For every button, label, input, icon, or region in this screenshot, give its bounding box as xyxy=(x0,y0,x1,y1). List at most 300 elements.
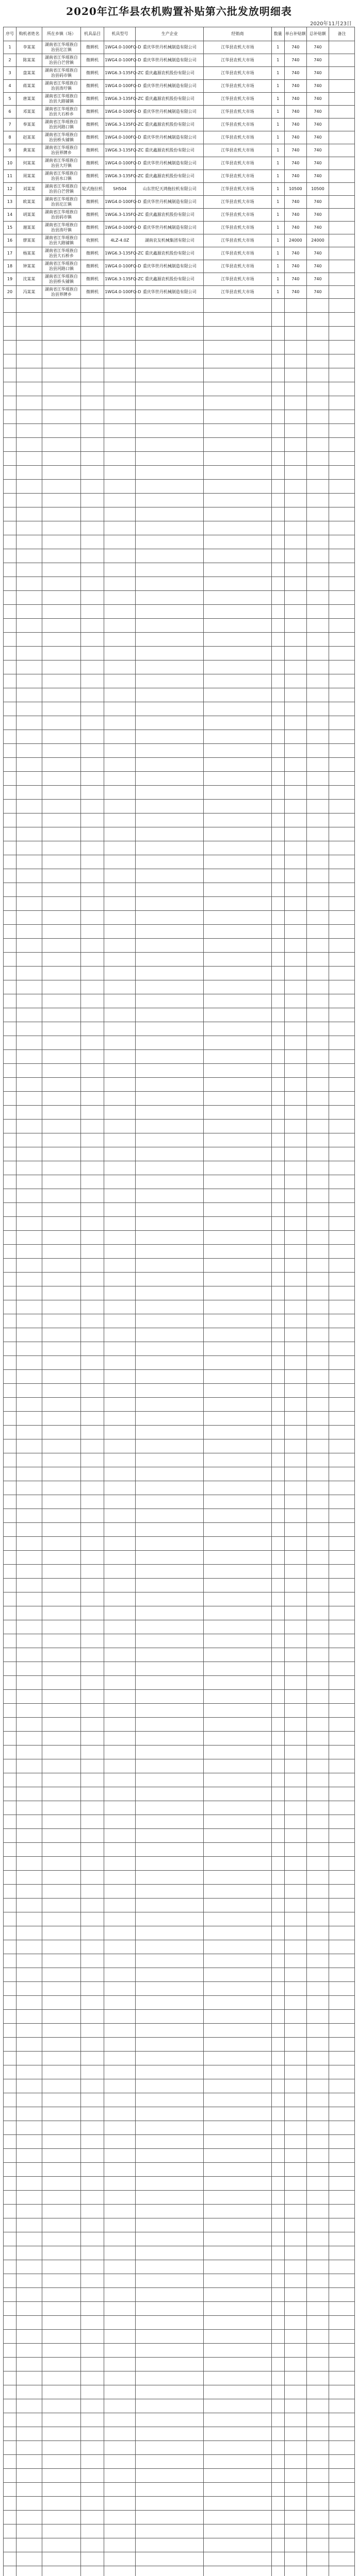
empty-cell xyxy=(329,2274,355,2288)
empty-cell xyxy=(42,2205,80,2218)
empty-cell xyxy=(329,827,355,841)
cell-unit-subsidy: 740 xyxy=(284,196,306,209)
cell-model: 1WG4.0-100FQ-D xyxy=(104,286,136,299)
empty-cell xyxy=(80,1300,104,1314)
table-row-empty xyxy=(4,1245,355,1259)
empty-cell xyxy=(42,410,80,424)
empty-cell xyxy=(104,1078,136,1092)
empty-cell xyxy=(104,1787,136,1801)
empty-cell xyxy=(16,716,42,730)
empty-cell xyxy=(136,1829,204,1843)
empty-cell xyxy=(136,2149,204,2163)
empty-cell xyxy=(284,2441,306,2455)
empty-cell xyxy=(271,2107,284,2121)
empty-cell xyxy=(4,2149,17,2163)
table-row xyxy=(4,144,355,157)
empty-cell xyxy=(306,633,329,647)
cell-note xyxy=(329,144,355,157)
empty-cell xyxy=(136,2524,204,2538)
empty-cell xyxy=(80,619,104,633)
cell-dealer: 江华县农机大市场 xyxy=(204,157,272,170)
cell-note xyxy=(329,54,355,67)
empty-cell xyxy=(4,1829,17,1843)
empty-cell xyxy=(80,814,104,827)
cell-unit-subsidy: 740 xyxy=(284,93,306,106)
empty-cell xyxy=(204,1676,272,1690)
empty-cell xyxy=(104,786,136,800)
empty-cell xyxy=(329,1328,355,1342)
empty-cell xyxy=(284,716,306,730)
empty-cell xyxy=(104,2538,136,2552)
cell-note xyxy=(329,157,355,170)
empty-cell xyxy=(4,2483,17,2497)
empty-cell xyxy=(136,2358,204,2371)
empty-cell xyxy=(80,2274,104,2288)
empty-cell xyxy=(204,2330,272,2344)
empty-cell xyxy=(306,577,329,591)
empty-cell xyxy=(104,2163,136,2177)
cell-index: 10 xyxy=(4,157,17,170)
empty-cell xyxy=(271,1384,284,1398)
empty-cell xyxy=(104,744,136,758)
empty-cell xyxy=(271,2093,284,2107)
empty-cell xyxy=(204,1815,272,1829)
empty-cell xyxy=(271,1426,284,1439)
empty-cell xyxy=(104,1885,136,1899)
empty-cell xyxy=(80,2469,104,2483)
empty-cell xyxy=(16,2079,42,2093)
empty-cell xyxy=(136,2455,204,2469)
empty-cell xyxy=(204,1203,272,1217)
cell-unit-subsidy: 740 xyxy=(284,80,306,93)
empty-cell xyxy=(104,2524,136,2538)
empty-cell xyxy=(329,1662,355,1676)
empty-cell xyxy=(284,1718,306,1732)
empty-cell xyxy=(4,521,17,535)
empty-cell xyxy=(104,1050,136,1064)
empty-cell xyxy=(16,605,42,619)
empty-cell xyxy=(104,1120,136,1133)
empty-cell xyxy=(329,1342,355,1356)
empty-cell xyxy=(306,716,329,730)
empty-cell xyxy=(42,841,80,855)
empty-cell xyxy=(16,814,42,827)
empty-cell xyxy=(136,1147,204,1161)
table-row-empty xyxy=(4,925,355,939)
table-row-empty xyxy=(4,1829,355,1843)
empty-cell xyxy=(204,1620,272,1634)
empty-cell xyxy=(104,1926,136,1940)
cell-unit-subsidy: 740 xyxy=(284,170,306,183)
empty-cell xyxy=(4,1579,17,1592)
empty-cell xyxy=(16,1161,42,1175)
empty-cell xyxy=(284,814,306,827)
empty-cell xyxy=(80,2107,104,2121)
empty-cell xyxy=(271,2232,284,2246)
empty-cell xyxy=(306,1982,329,1996)
empty-cell xyxy=(104,1718,136,1732)
empty-cell xyxy=(204,1704,272,1718)
cell-total-subsidy: 740 xyxy=(306,222,329,234)
empty-cell xyxy=(42,2524,80,2538)
empty-cell xyxy=(204,758,272,772)
empty-cell xyxy=(104,1606,136,1620)
empty-cell xyxy=(306,1314,329,1328)
empty-cell xyxy=(16,1050,42,1064)
empty-cell xyxy=(136,480,204,494)
empty-cell xyxy=(104,2552,136,2566)
table-row-empty xyxy=(4,1579,355,1592)
empty-cell xyxy=(104,2079,136,2093)
empty-cell xyxy=(284,549,306,563)
empty-cell xyxy=(104,2274,136,2288)
empty-cell xyxy=(329,1078,355,1092)
empty-cell xyxy=(42,424,80,438)
empty-cell xyxy=(204,1064,272,1078)
empty-cell xyxy=(329,2524,355,2538)
empty-cell xyxy=(329,452,355,466)
empty-cell xyxy=(136,396,204,410)
empty-cell xyxy=(306,341,329,354)
empty-cell xyxy=(136,1259,204,1273)
empty-cell xyxy=(329,1439,355,1453)
empty-cell xyxy=(136,1412,204,1426)
empty-cell xyxy=(4,1203,17,1217)
empty-cell xyxy=(42,2260,80,2274)
cell-note xyxy=(329,106,355,118)
empty-cell xyxy=(136,758,204,772)
empty-cell xyxy=(4,1036,17,1050)
empty-cell xyxy=(4,786,17,800)
cell-quantity: 1 xyxy=(271,157,284,170)
empty-cell xyxy=(16,494,42,507)
empty-cell xyxy=(271,327,284,341)
empty-cell xyxy=(329,1300,355,1314)
cell-quantity: 1 xyxy=(271,260,284,273)
empty-cell xyxy=(329,1384,355,1398)
cell-buyer: 何某某 xyxy=(16,157,42,170)
table-row-empty xyxy=(4,1690,355,1704)
empty-cell xyxy=(42,1481,80,1495)
empty-cell xyxy=(80,1954,104,1968)
empty-cell xyxy=(271,1551,284,1565)
empty-cell xyxy=(42,1551,80,1565)
empty-cell xyxy=(16,1537,42,1551)
empty-cell xyxy=(4,1495,17,1509)
empty-cell xyxy=(104,1314,136,1328)
empty-cell xyxy=(42,2538,80,2552)
table-row-empty xyxy=(4,1551,355,1565)
empty-cell xyxy=(284,1120,306,1133)
empty-cell xyxy=(80,883,104,897)
empty-cell xyxy=(80,2205,104,2218)
empty-cell xyxy=(204,1481,272,1495)
empty-cell xyxy=(204,814,272,827)
empty-cell xyxy=(329,1120,355,1133)
table-row-empty xyxy=(4,1300,355,1314)
empty-cell xyxy=(284,1467,306,1481)
empty-cell xyxy=(306,2511,329,2524)
empty-cell xyxy=(136,1732,204,1745)
table-row-empty xyxy=(4,1120,355,1133)
empty-cell xyxy=(306,494,329,507)
table-row-empty xyxy=(4,507,355,521)
empty-cell xyxy=(80,2163,104,2177)
cell-quantity: 1 xyxy=(271,54,284,67)
empty-cell xyxy=(306,786,329,800)
empty-cell xyxy=(80,2441,104,2455)
empty-cell xyxy=(16,1467,42,1481)
empty-cell xyxy=(136,1606,204,1620)
empty-cell xyxy=(284,994,306,1008)
table-row-empty xyxy=(4,1940,355,1954)
empty-cell xyxy=(204,1217,272,1231)
empty-cell xyxy=(16,1175,42,1189)
empty-cell xyxy=(4,994,17,1008)
empty-cell xyxy=(284,1439,306,1453)
empty-cell xyxy=(204,1871,272,1885)
empty-cell xyxy=(284,744,306,758)
empty-cell xyxy=(271,341,284,354)
table-row xyxy=(4,131,355,144)
empty-cell xyxy=(16,1203,42,1217)
empty-cell xyxy=(204,2524,272,2538)
empty-cell xyxy=(16,1356,42,1370)
empty-cell xyxy=(306,396,329,410)
empty-cell xyxy=(80,953,104,967)
empty-cell xyxy=(4,2121,17,2135)
empty-cell xyxy=(271,354,284,368)
cell-category: 收割机 xyxy=(80,234,104,247)
empty-cell xyxy=(16,883,42,897)
empty-cell xyxy=(104,354,136,368)
empty-cell xyxy=(136,535,204,549)
cell-index: 11 xyxy=(4,170,17,183)
empty-cell xyxy=(4,2052,17,2065)
empty-cell xyxy=(306,2385,329,2399)
empty-cell xyxy=(204,2079,272,2093)
empty-cell xyxy=(306,438,329,452)
empty-cell xyxy=(271,1245,284,1259)
empty-cell xyxy=(16,2566,42,2576)
empty-cell xyxy=(329,1050,355,1064)
empty-cell xyxy=(16,619,42,633)
empty-cell xyxy=(271,1704,284,1718)
empty-cell xyxy=(271,1843,284,1857)
empty-cell xyxy=(204,1982,272,1996)
empty-cell xyxy=(284,1161,306,1175)
empty-cell xyxy=(284,1857,306,1871)
empty-cell xyxy=(136,1481,204,1495)
empty-cell xyxy=(42,2566,80,2576)
empty-cell xyxy=(42,2079,80,2093)
empty-cell xyxy=(329,1273,355,1286)
empty-cell xyxy=(204,1161,272,1175)
empty-cell xyxy=(4,2427,17,2441)
cell-dealer: 江华县农机大市场 xyxy=(204,247,272,260)
empty-cell xyxy=(271,2079,284,2093)
empty-cell xyxy=(329,1481,355,1495)
empty-cell xyxy=(329,2441,355,2455)
cell-dealer: 江华县农机大市场 xyxy=(204,183,272,196)
empty-cell xyxy=(16,2274,42,2288)
empty-cell xyxy=(104,494,136,507)
empty-cell xyxy=(4,1342,17,1356)
empty-cell xyxy=(80,1732,104,1745)
empty-cell xyxy=(329,1133,355,1147)
empty-cell xyxy=(80,841,104,855)
empty-cell xyxy=(271,953,284,967)
empty-cell xyxy=(204,2024,272,2038)
empty-cell xyxy=(136,2260,204,2274)
cell-buyer: 蒋某某 xyxy=(16,80,42,93)
empty-cell xyxy=(4,1787,17,1801)
empty-cell xyxy=(80,341,104,354)
empty-cell xyxy=(306,1899,329,1912)
empty-cell xyxy=(204,2566,272,2576)
empty-cell xyxy=(16,939,42,953)
empty-cell xyxy=(136,2427,204,2441)
empty-cell xyxy=(104,1189,136,1203)
cell-buyer: 冯某某 xyxy=(16,286,42,299)
empty-cell xyxy=(42,1745,80,1759)
cell-total-subsidy: 740 xyxy=(306,286,329,299)
empty-cell xyxy=(4,2274,17,2288)
empty-cell xyxy=(271,1092,284,1106)
empty-cell xyxy=(80,313,104,327)
empty-cell xyxy=(271,1133,284,1147)
empty-cell xyxy=(271,2552,284,2566)
empty-cell xyxy=(306,1175,329,1189)
empty-cell xyxy=(136,1064,204,1078)
empty-cell xyxy=(16,2288,42,2302)
empty-cell xyxy=(271,2358,284,2371)
empty-cell xyxy=(16,772,42,786)
empty-cell xyxy=(204,1231,272,1245)
table-row-empty xyxy=(4,1857,355,1871)
empty-cell xyxy=(329,2232,355,2246)
empty-cell xyxy=(284,368,306,382)
cell-maker: 重庆鑫源农机股份有限公司 xyxy=(136,93,204,106)
empty-cell xyxy=(271,702,284,716)
empty-cell xyxy=(80,2497,104,2511)
cell-dealer: 江华县农机大市场 xyxy=(204,118,272,131)
empty-cell xyxy=(306,1106,329,1120)
table-row xyxy=(4,247,355,260)
empty-cell xyxy=(42,1801,80,1815)
empty-cell xyxy=(271,507,284,521)
empty-cell xyxy=(204,1286,272,1300)
cell-model: 1WG4.0-100FQ-D xyxy=(104,196,136,209)
empty-cell xyxy=(284,1968,306,1982)
empty-cell xyxy=(136,786,204,800)
empty-cell xyxy=(204,2065,272,2079)
empty-cell xyxy=(16,2511,42,2524)
empty-cell xyxy=(42,1467,80,1481)
empty-cell xyxy=(16,507,42,521)
empty-cell xyxy=(306,1843,329,1857)
empty-cell xyxy=(42,1050,80,1064)
empty-cell xyxy=(42,1871,80,1885)
empty-cell xyxy=(80,2093,104,2107)
cell-index: 5 xyxy=(4,93,17,106)
table-row-empty xyxy=(4,688,355,702)
empty-cell xyxy=(4,368,17,382)
empty-cell xyxy=(4,744,17,758)
cell-model: 1WG6.3-135FQ-ZC xyxy=(104,93,136,106)
empty-cell xyxy=(4,2538,17,2552)
empty-cell xyxy=(306,1008,329,1022)
empty-cell xyxy=(271,1537,284,1551)
empty-cell xyxy=(4,939,17,953)
empty-cell xyxy=(4,1161,17,1175)
empty-cell xyxy=(104,1968,136,1982)
empty-cell xyxy=(329,2246,355,2260)
empty-cell xyxy=(306,2358,329,2371)
table-row-empty xyxy=(4,2191,355,2205)
empty-cell xyxy=(4,1231,17,1245)
empty-cell xyxy=(42,1704,80,1718)
empty-cell xyxy=(4,563,17,577)
empty-cell xyxy=(16,2358,42,2371)
empty-cell xyxy=(136,1787,204,1801)
empty-cell xyxy=(4,2065,17,2079)
cell-category: 微耕机 xyxy=(80,260,104,273)
empty-cell xyxy=(284,1106,306,1120)
empty-cell xyxy=(80,2483,104,2497)
empty-cell xyxy=(306,2177,329,2191)
empty-cell xyxy=(136,2010,204,2024)
empty-cell xyxy=(136,939,204,953)
cell-model: 4LZ-4.0Z xyxy=(104,234,136,247)
empty-cell xyxy=(329,1704,355,1718)
empty-cell xyxy=(16,1092,42,1106)
empty-cell xyxy=(204,2121,272,2135)
cell-category: 微耕机 xyxy=(80,54,104,67)
empty-cell xyxy=(204,424,272,438)
empty-cell xyxy=(42,855,80,869)
empty-cell xyxy=(42,466,80,480)
empty-cell xyxy=(204,897,272,911)
empty-cell xyxy=(104,1398,136,1412)
cell-total-subsidy: 740 xyxy=(306,67,329,80)
empty-cell xyxy=(16,1342,42,1356)
empty-cell xyxy=(136,1885,204,1899)
empty-cell xyxy=(329,1634,355,1648)
empty-cell xyxy=(271,521,284,535)
empty-cell xyxy=(42,1133,80,1147)
empty-cell xyxy=(204,2052,272,2065)
empty-cell xyxy=(329,1899,355,1912)
table-row-empty xyxy=(4,1815,355,1829)
empty-cell xyxy=(80,1022,104,1036)
table-row-empty xyxy=(4,354,355,368)
table-row-empty xyxy=(4,2427,355,2441)
empty-cell xyxy=(306,2566,329,2576)
empty-cell xyxy=(271,1954,284,1968)
table-row-empty xyxy=(4,2469,355,2483)
empty-cell xyxy=(4,2566,17,2576)
empty-cell xyxy=(80,1217,104,1231)
empty-cell xyxy=(329,2358,355,2371)
empty-cell xyxy=(204,1662,272,1676)
empty-cell xyxy=(329,1690,355,1704)
empty-cell xyxy=(136,1328,204,1342)
empty-cell xyxy=(329,980,355,994)
empty-cell xyxy=(4,1328,17,1342)
empty-cell xyxy=(16,2455,42,2469)
empty-cell xyxy=(329,2344,355,2358)
